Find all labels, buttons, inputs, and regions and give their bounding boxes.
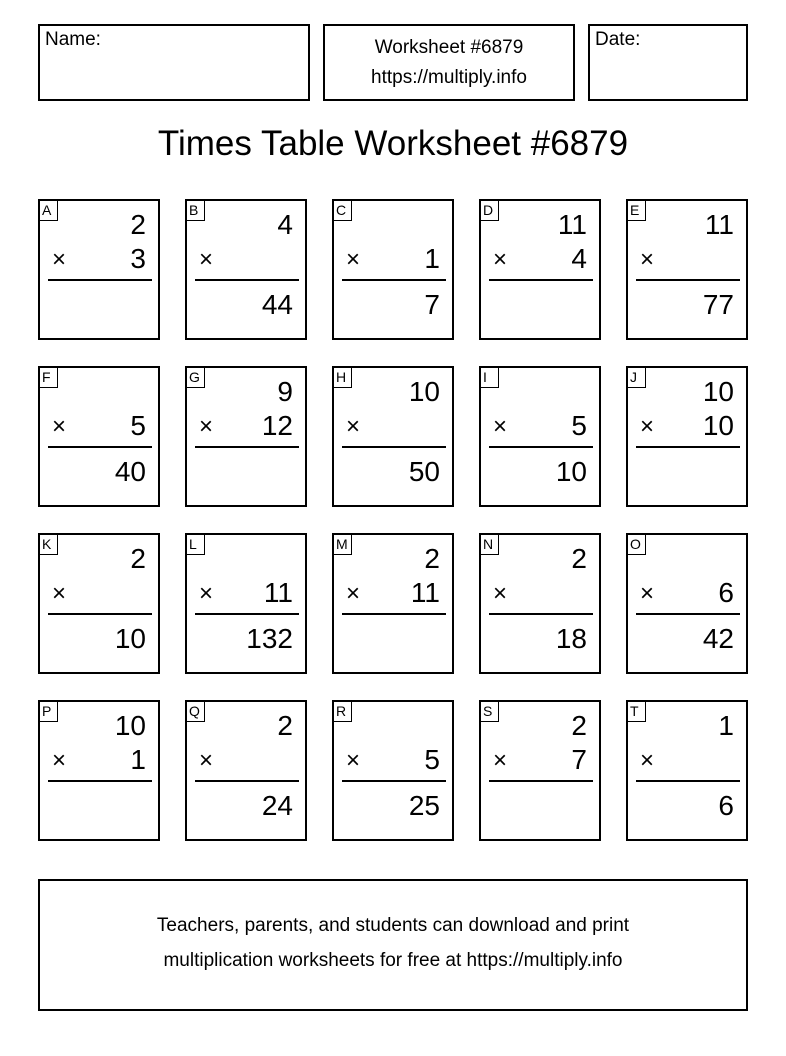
multiplier: 5: [424, 744, 440, 775]
name-label: Name:: [45, 29, 101, 50]
name-field[interactable]: [38, 24, 310, 101]
answer-rule: [195, 279, 299, 281]
answer-rule: [489, 279, 593, 281]
multiplicand: 10: [114, 710, 146, 741]
problem-label: N: [479, 533, 499, 555]
problem-box[interactable]: [479, 199, 601, 340]
problem-label: F: [38, 366, 58, 388]
answer-rule: [342, 780, 446, 782]
answer-rule: [342, 446, 446, 448]
answer-rule: [342, 279, 446, 281]
problem-box[interactable]: [332, 533, 454, 674]
problem-box[interactable]: [479, 366, 601, 507]
problem-label: C: [332, 199, 352, 221]
product: 40: [114, 456, 146, 487]
answer-rule: [195, 613, 299, 615]
multiplicand: 1: [718, 710, 734, 741]
multiplicand: 9: [277, 376, 293, 407]
problem-box[interactable]: [332, 199, 454, 340]
times-sign: ×: [52, 580, 67, 607]
problem-label: M: [332, 533, 352, 555]
footer-line-2: multiplication worksheets for free at https://multiply.info: [163, 950, 623, 971]
answer-rule: [48, 279, 152, 281]
times-sign: ×: [493, 413, 508, 440]
problem-label: R: [332, 700, 352, 722]
product: 50: [408, 456, 440, 487]
times-sign: ×: [346, 747, 361, 774]
multiplicand: 10: [702, 376, 734, 407]
product: 7: [424, 289, 440, 320]
page-title: Times Table Worksheet #6879: [157, 124, 629, 163]
multiplicand: 2: [571, 543, 587, 574]
worksheet-info-box: [323, 24, 575, 101]
problem-box[interactable]: [626, 533, 748, 674]
multiplicand: 4: [277, 209, 293, 240]
product: 44: [261, 289, 293, 320]
problem-box[interactable]: [185, 366, 307, 507]
problem-label: E: [626, 199, 646, 221]
problem-label: K: [38, 533, 58, 555]
answer-rule: [48, 446, 152, 448]
product: 132: [246, 623, 293, 654]
problem-label: T: [626, 700, 646, 722]
problem-box[interactable]: [38, 199, 160, 340]
problem-box[interactable]: [479, 700, 601, 841]
answer-rule: [342, 613, 446, 615]
problem-label: H: [332, 366, 352, 388]
answer-rule: [48, 780, 152, 782]
problem-box[interactable]: [332, 700, 454, 841]
product: 6: [718, 790, 734, 821]
problem-box[interactable]: [626, 700, 748, 841]
times-sign: ×: [493, 246, 508, 273]
worksheet-url: https://multiply.info: [371, 67, 527, 88]
problem-box[interactable]: [38, 366, 160, 507]
worksheet-number: Worksheet #6879: [374, 37, 524, 58]
times-sign: ×: [346, 413, 361, 440]
multiplier: 5: [130, 410, 146, 441]
multiplicand: 11: [704, 209, 734, 240]
problem-box[interactable]: [479, 533, 601, 674]
multiplicand: 10: [408, 376, 440, 407]
multiplicand: 2: [130, 209, 146, 240]
problem-label: A: [38, 199, 58, 221]
times-sign: ×: [199, 413, 214, 440]
times-sign: ×: [640, 580, 655, 607]
product: 18: [555, 623, 587, 654]
answer-rule: [48, 613, 152, 615]
problem-label: L: [185, 533, 205, 555]
multiplicand: 2: [424, 543, 440, 574]
problem-box[interactable]: [185, 199, 307, 340]
problem-box[interactable]: [626, 199, 748, 340]
product: 25: [408, 790, 440, 821]
answer-rule: [636, 613, 740, 615]
multiplicand: 2: [571, 710, 587, 741]
problem-label: G: [185, 366, 205, 388]
problem-label: I: [479, 366, 499, 388]
times-sign: ×: [640, 246, 655, 273]
problem-label: D: [479, 199, 499, 221]
product: 24: [261, 790, 293, 821]
multiplier: 7: [571, 744, 587, 775]
multiplier: 12: [261, 410, 293, 441]
times-sign: ×: [640, 747, 655, 774]
answer-rule: [636, 780, 740, 782]
multiplier: 5: [571, 410, 587, 441]
problem-box[interactable]: [332, 366, 454, 507]
product: 77: [702, 289, 734, 320]
times-sign: ×: [52, 747, 67, 774]
multiplicand: 2: [130, 543, 146, 574]
times-sign: ×: [346, 580, 361, 607]
answer-rule: [636, 279, 740, 281]
times-sign: ×: [199, 580, 214, 607]
multiplier: 4: [571, 243, 587, 274]
times-sign: ×: [52, 246, 67, 273]
problem-box[interactable]: [185, 700, 307, 841]
problem-label: O: [626, 533, 646, 555]
multiplicand: 11: [557, 209, 587, 240]
footer-box: [38, 879, 748, 1011]
problem-box[interactable]: [185, 533, 307, 674]
answer-rule: [489, 613, 593, 615]
problem-box[interactable]: [38, 533, 160, 674]
times-sign: ×: [199, 246, 214, 273]
multiplier: 11: [410, 577, 440, 608]
problem-label: P: [38, 700, 58, 722]
times-sign: ×: [493, 580, 508, 607]
multiplier: 1: [130, 744, 146, 775]
problem-label: B: [185, 199, 205, 221]
times-sign: ×: [199, 747, 214, 774]
times-sign: ×: [52, 413, 67, 440]
multiplier: 3: [130, 243, 146, 274]
answer-rule: [195, 446, 299, 448]
product: 10: [114, 623, 146, 654]
problem-label: S: [479, 700, 499, 722]
times-sign: ×: [493, 747, 508, 774]
times-sign: ×: [640, 413, 655, 440]
product: 42: [702, 623, 734, 654]
answer-rule: [195, 780, 299, 782]
multiplier: 10: [702, 410, 734, 441]
problem-label: J: [626, 366, 646, 388]
footer-line-1: Teachers, parents, and students can download and print: [156, 915, 630, 936]
answer-rule: [489, 446, 593, 448]
times-sign: ×: [346, 246, 361, 273]
multiplier: 6: [718, 577, 734, 608]
problem-label: Q: [185, 700, 205, 722]
answer-rule: [636, 446, 740, 448]
multiplicand: 2: [277, 710, 293, 741]
problem-box[interactable]: [38, 700, 160, 841]
date-label: Date:: [595, 29, 641, 50]
answer-rule: [489, 780, 593, 782]
problem-box[interactable]: [626, 366, 748, 507]
product: 10: [555, 456, 587, 487]
multiplier: 11: [263, 577, 293, 608]
multiplier: 1: [424, 243, 440, 274]
date-field[interactable]: [588, 24, 748, 101]
